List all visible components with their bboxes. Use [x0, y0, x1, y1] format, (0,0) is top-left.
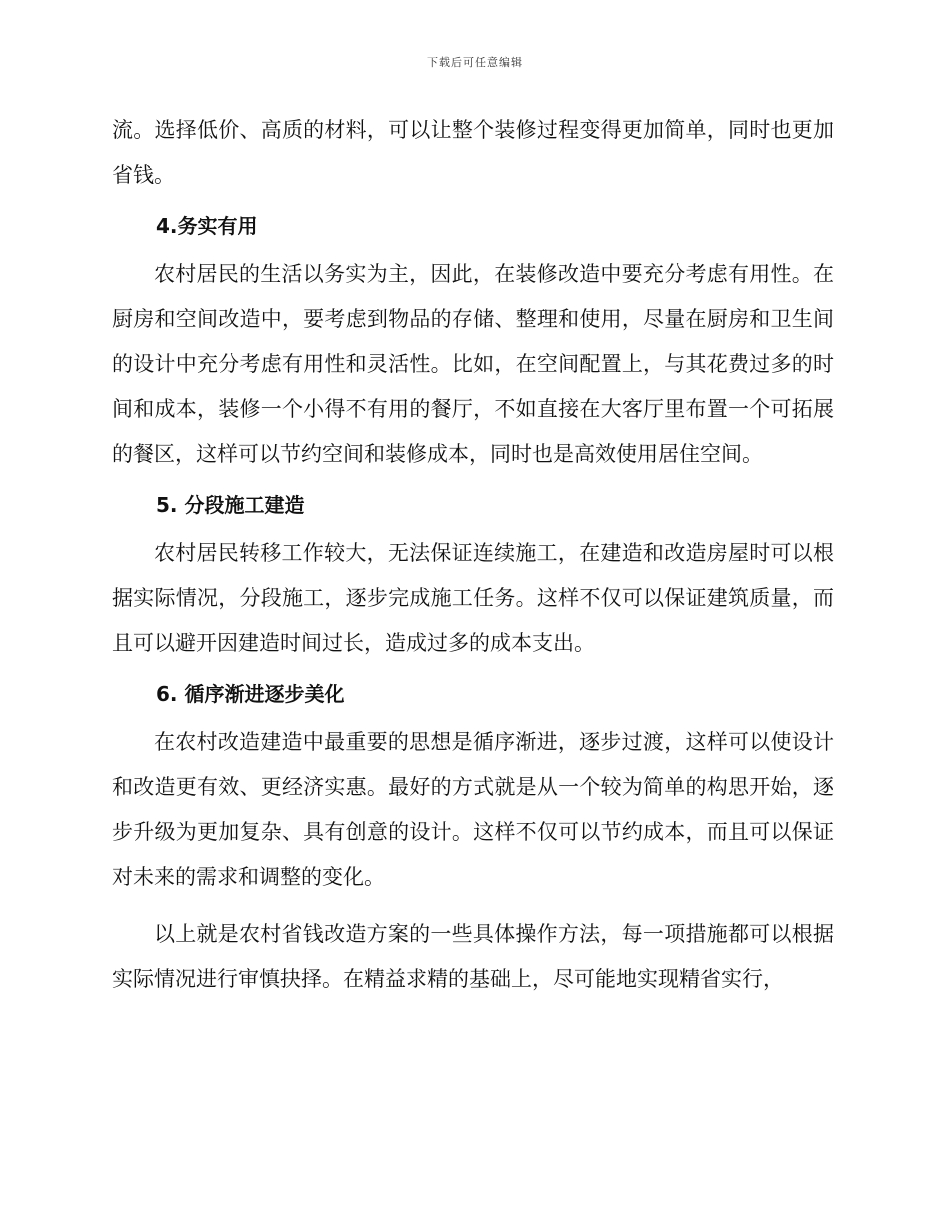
document-body	[112, 108, 834, 1002]
paragraph-gradual-beautification: 在农村改造建造中最重要的思想是循序渐进，逐步过渡，这样可以使设计和改造更有效、更经济实惠。最好的方式就是从一个较为简单的构思开始，逐步升级为更加复杂、具有创意的设计。这样不仅可以节约成本，而且可以保证对未来的需求和调整的变化。	[112, 730, 834, 889]
paragraph-continued: 流。选择低价、高质的材料，可以让整个装修过程变得更加简单，同时也更加省钱。	[112, 118, 834, 187]
paragraph-practical: 农村居民的生活以务实为主，因此，在装修改造中要充分考虑有用性。在厨房和空间改造中，要考虑到物品的存储、整理和使用，尽量在厨房和卫生间的设计中充分考虑有用性和灵活性。比如，在空间配置上，与其花费过多的时间和成本，装修一个小得不有用的餐厅，不如直接在大客厅里布置一个可拓展的餐区，这样可以节约空间和装修成本，同时也是高效使用居住空间。	[112, 262, 834, 466]
paragraph-summary: 以上就是农村省钱改造方案的一些具体操作方法，每一项措施都可以根据实际情况进行审慎抉择。在精益求精的基础上，尽可能地实现精省实行，	[112, 922, 834, 991]
section-heading-6: 6. 循序渐进逐步美化	[156, 682, 345, 706]
paragraph-phased-construction: 农村居民转移工作较大，无法保证连续施工，在建造和改造房屋时可以根据实际情况，分段施工，逐步完成施工任务。这样不仅可以保证建筑质量，而且可以避开因建造时间过长，造成过多的成本支出。	[112, 541, 834, 655]
section-heading-5: 5. 分段施工建造	[156, 493, 305, 517]
paragraph-spacer	[112, 900, 834, 912]
page-header: 下载后可任意编辑	[427, 56, 523, 69]
section-heading-4: 4.务实有用	[156, 214, 258, 238]
